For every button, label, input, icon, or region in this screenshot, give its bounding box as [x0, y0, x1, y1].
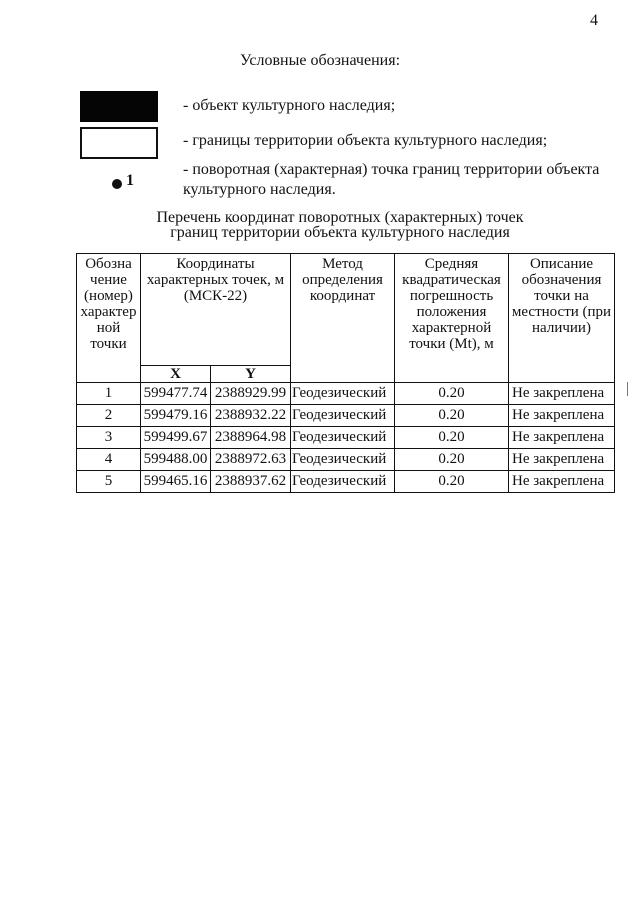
legend-item-object: - объект культурного наследия; [183, 97, 396, 114]
cell-method: Геодезический [291, 405, 395, 427]
cell-accuracy: 0.20 [395, 449, 509, 471]
header-coordinates: Координаты характерных точек, м (МСК-22) [141, 254, 291, 366]
cell-y: 2388929.99 [211, 383, 291, 405]
header-accuracy: Средняя квадратическая погрешность положения характерной точки (Mt), м [395, 254, 509, 383]
header-method: Метод определения координат [291, 254, 395, 383]
cell-x: 599488.00 [141, 449, 211, 471]
cell-point-number: 4 [77, 449, 141, 471]
territory-boundary-swatch [80, 127, 158, 159]
cell-description: Не закреплена [509, 471, 615, 493]
cell-y: 2388972.63 [211, 449, 291, 471]
cell-description: Не закреплена [509, 383, 615, 405]
table-row [77, 471, 615, 493]
cell-description: Не закреплена [509, 449, 615, 471]
cell-point-number: 2 [77, 405, 141, 427]
table-row [77, 427, 615, 449]
cell-method: Геодезический [291, 383, 395, 405]
table-caption-line-2: границ территории объекта культурного наследия [170, 224, 510, 241]
cell-point-number: 1 [77, 383, 141, 405]
table-row [77, 383, 615, 405]
header-designation: Обозна чение (номер) характер ной точки [77, 254, 141, 383]
cell-method: Геодезический [291, 471, 395, 493]
table-caption [0, 210, 640, 240]
cell-x: 599479.16 [141, 405, 211, 427]
header-y: Y [211, 366, 291, 383]
table-row [77, 405, 615, 427]
legend-item-turning-point: - поворотная (характерная) точка границ территории объекта культурного наследия. [183, 161, 600, 198]
cell-description: Не закреплена [509, 427, 615, 449]
legend-item-boundary: - границы территории объекта культурного наследия; [183, 132, 548, 149]
cell-point-number: 5 [77, 471, 141, 493]
cell-x: 599465.16 [141, 471, 211, 493]
cultural-heritage-object-swatch [80, 91, 158, 122]
cell-accuracy: 0.20 [395, 383, 509, 405]
cell-point-number: 3 [77, 427, 141, 449]
cell-method: Геодезический [291, 449, 395, 471]
turning-point-label: 1 [126, 172, 134, 189]
cell-accuracy: 0.20 [395, 471, 509, 493]
cell-x: 599499.67 [141, 427, 211, 449]
cell-accuracy: 0.20 [395, 405, 509, 427]
coordinates-table [76, 253, 615, 493]
cell-method: Геодезический [291, 427, 395, 449]
cell-accuracy: 0.20 [395, 427, 509, 449]
cell-description: Не закреплена [509, 405, 615, 427]
cell-y: 2388932.22 [211, 405, 291, 427]
turning-point-dot-icon [112, 179, 122, 189]
scan-edge-mark [627, 382, 628, 396]
page-number: 4 [590, 12, 598, 29]
cell-x: 599477.74 [141, 383, 211, 405]
header-description: Описание обозначения точки на местности (при наличии) [509, 254, 615, 383]
table-row [77, 449, 615, 471]
header-x: X [141, 366, 211, 383]
legend-title: Условные обозначения: [239, 52, 401, 69]
cell-y: 2388964.98 [211, 427, 291, 449]
cell-y: 2388937.62 [211, 471, 291, 493]
table-caption-line-1: Перечень координат поворотных (характерных) точек [156, 209, 524, 226]
